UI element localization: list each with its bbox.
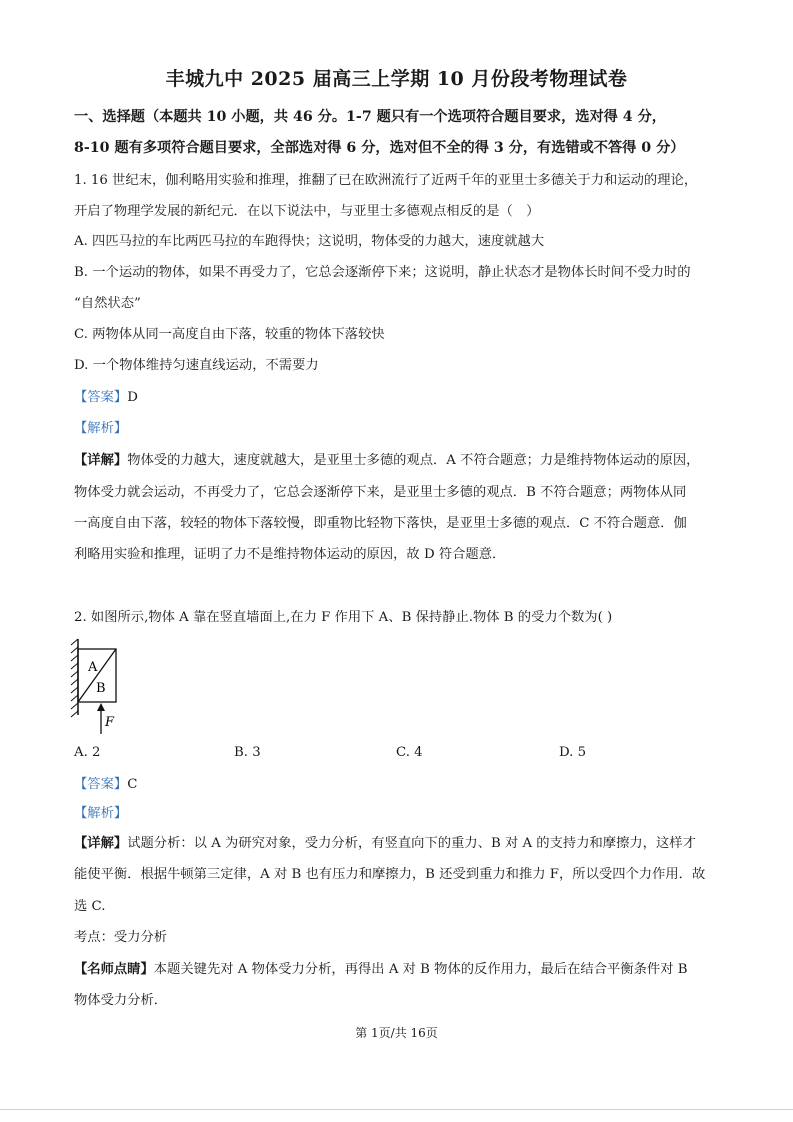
page-title: 丰城九中 2025 届高三上学期 10 月份段考物理试卷 (165, 68, 628, 90)
answer-tag: 【答案】 (74, 777, 128, 792)
q2-tip-text-1: 本题关键先对 A 物体受力分析，再得出 A 对 B 物体的反作用力，最后在结合平衡条件对 B (153, 962, 688, 977)
q1-detail-line-4: 利略用实验和推理，证明了力不是维持物体运动的原因，故 D 符合题意． (74, 547, 506, 562)
block-b-label: B (96, 681, 106, 696)
force-arrow-head (97, 703, 105, 711)
q2-analysis-tag: 【解析】 (74, 806, 128, 821)
detail-tag: 【详解】 (74, 836, 128, 851)
block-a-label: A (88, 660, 98, 675)
q2-kaodian: 考点：受力分析 (74, 930, 168, 945)
wall-blocks-force-figure (68, 637, 128, 739)
q1-option-c: C. 两物体从同一高度自由下落，较重的物体下落较快 (74, 327, 385, 342)
q1-stem-line-1: 1. 16 世纪末，伽利略用实验和推理，推翻了已在欧洲流行了近两千年的亚里士多德关于力和运动的理论， (74, 173, 698, 188)
q2-detail-line-1 (74, 835, 696, 853)
force-f-label: F (105, 715, 115, 730)
q2-detail-line-2: 能使平衡．根据牛顿第三定律，A 对 B 也有压力和摩擦力，B 还受到重力和推力 F，所以受四个力作用．故 (74, 867, 706, 882)
q1-stem-line-2: 开启了物理学发展的新纪元．在以下说法中，与亚里士多德观点相反的是（ ） (74, 204, 540, 219)
q2-option-a: A. 2 (74, 745, 101, 760)
q2-tip-line-1 (74, 961, 688, 979)
q2-detail-line-3: 选 C. (74, 899, 106, 914)
q1-detail-text-1: 物体受的力越大，速度就越大，是亚里士多德的观点．A 不符合题意；力是维持物体运动的原因， (127, 453, 700, 468)
wall-hatching (71, 639, 78, 717)
q1-option-d: D. 一个物体维持匀速直线运动，不需要力 (74, 358, 319, 373)
q2-option-c: C. 4 (396, 745, 423, 760)
bottom-rule (0, 1109, 793, 1110)
q1-detail-line-2: 物体受力就会运动，不再受力了，它总会逐渐停下来，是亚里士多德的观点．B 不符合题意；两物体从同 (74, 485, 687, 500)
q2-detail-text-1: 试题分析：以 A 为研究对象，受力分析，有竖直向下的重力、B 对 A 的支持力和摩擦力，这样才 (127, 836, 696, 851)
q2-tip-line-2: 物体受力分析． (74, 993, 168, 1008)
tip-tag: 【名师点睛】 (74, 962, 154, 977)
q1-analysis-tag: 【解析】 (74, 421, 128, 436)
q1-detail-line-1 (74, 452, 699, 470)
detail-tag: 【详解】 (74, 453, 128, 468)
section-heading-line-2: 8-10 题有多项符合题目要求，全部选对得 6 分，选对但不全的得 3 分，有选错或不答得 0 分） (74, 140, 685, 156)
answer-tag: 【答案】 (74, 390, 128, 405)
q1-answer-row (74, 389, 138, 407)
q2-option-d: D. 5 (559, 745, 587, 760)
q2-stem: 2. 如图所示,物体 A 靠在竖直墙面上,在力 F 作用下 A、B 保持静止.物体 B 的受力个数为( ) (74, 610, 613, 625)
q1-option-a: A. 四匹马拉的车比两匹马拉的车跑得快；这说明，物体受的力越大，速度就越大 (74, 234, 545, 249)
q1-detail-line-3: 一高度自由下落，较轻的物体下落较慢，即重物比轻物下落快，是亚里士多德的观点．C 不符合题意．伽 (74, 516, 687, 531)
q1-option-b-line-2: “自然状态” (74, 296, 141, 311)
section-heading-line-1: 一、选择题（本题共 10 小题，共 46 分。1-7 题只有一个选项符合题目要求，选对得 4 分， (74, 109, 666, 125)
q1-option-b-line-1: B. 一个运动的物体，如果不再受力了，它总会逐渐停下来；这说明，静止状态才是物体长时间不受力时的 (74, 265, 691, 280)
q2-answer-value: C (127, 777, 138, 792)
q2-answer-row (74, 776, 137, 794)
q1-answer-value: D (127, 390, 138, 405)
page-footer: 第 1页/共 16页 (355, 1026, 438, 1040)
q2-option-b: B. 3 (234, 745, 261, 760)
